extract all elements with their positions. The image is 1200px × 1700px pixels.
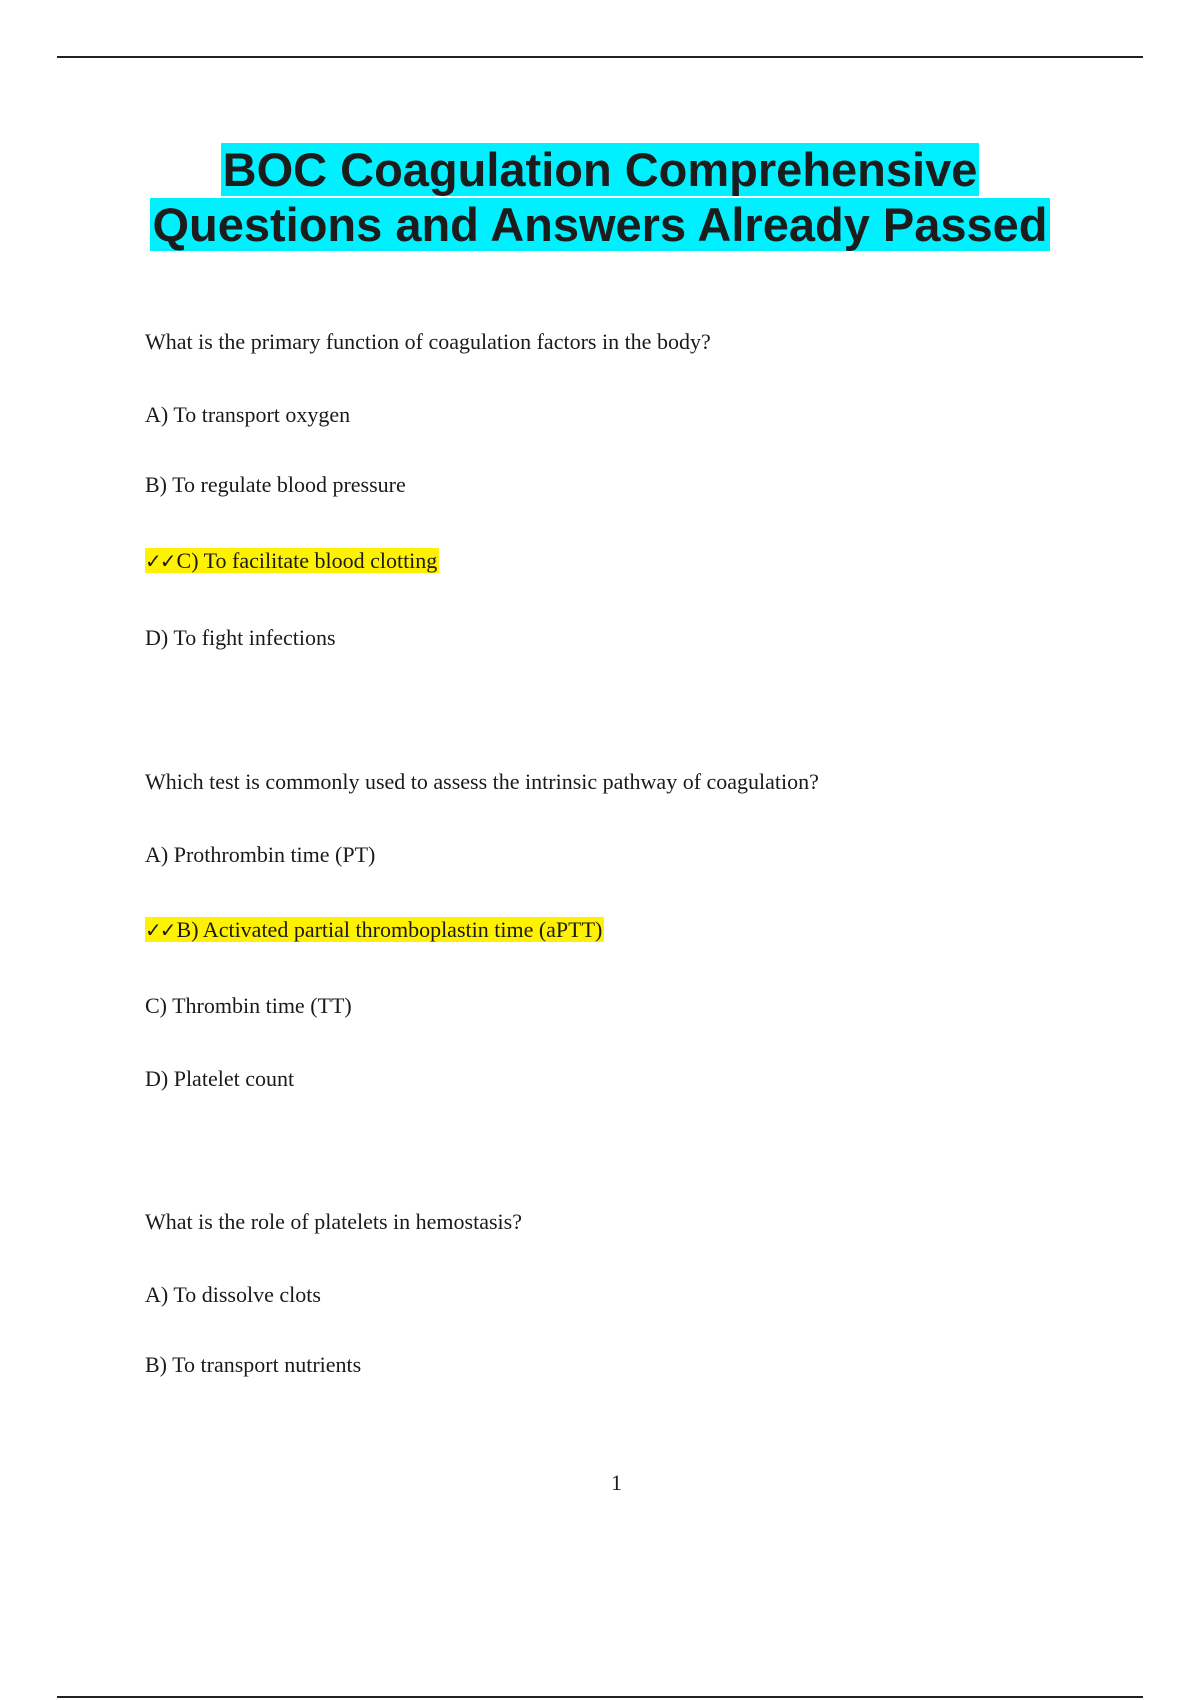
title-line-2: Questions and Answers Already Passed bbox=[152, 198, 1048, 251]
bottom-rule bbox=[57, 1696, 1143, 1698]
document-title bbox=[0, 142, 1200, 252]
title-line-1: BOC Coagulation Comprehensive bbox=[222, 143, 978, 196]
correct-answer-highlight bbox=[145, 917, 604, 942]
question-1-text: What is the primary function of coagulation factors in the body? bbox=[145, 329, 711, 354]
page-number: 1 bbox=[611, 1470, 622, 1495]
question-3-option-b: B) To transport nutrients bbox=[145, 1352, 362, 1377]
question-2-text: Which test is commonly used to assess the intrinsic pathway of coagulation? bbox=[145, 769, 819, 794]
answer-text: B) Activated partial thromboplastin time (aPTT) bbox=[176, 917, 603, 942]
correct-answer-highlight bbox=[145, 548, 439, 573]
answer-text: C) To facilitate blood clotting bbox=[176, 548, 438, 573]
question-3-text: What is the role of platelets in hemostasis? bbox=[145, 1209, 522, 1234]
top-rule bbox=[57, 56, 1143, 58]
question-1-option-c-correct bbox=[145, 546, 439, 576]
question-2-option-d: D) Platelet count bbox=[145, 1066, 295, 1091]
check-mark-icon: ✓✓ bbox=[145, 549, 175, 573]
question-1-option-b: B) To regulate blood pressure bbox=[145, 472, 406, 497]
question-2-option-a: A) Prothrombin time (PT) bbox=[145, 842, 376, 867]
question-2-option-b-correct bbox=[145, 915, 604, 945]
question-1-option-a: A) To transport oxygen bbox=[145, 402, 351, 427]
question-3-option-a: A) To dissolve clots bbox=[145, 1282, 321, 1307]
question-1-option-d: D) To fight infections bbox=[145, 625, 336, 650]
check-mark-icon: ✓✓ bbox=[145, 918, 175, 942]
question-2-option-c: C) Thrombin time (TT) bbox=[145, 993, 352, 1018]
